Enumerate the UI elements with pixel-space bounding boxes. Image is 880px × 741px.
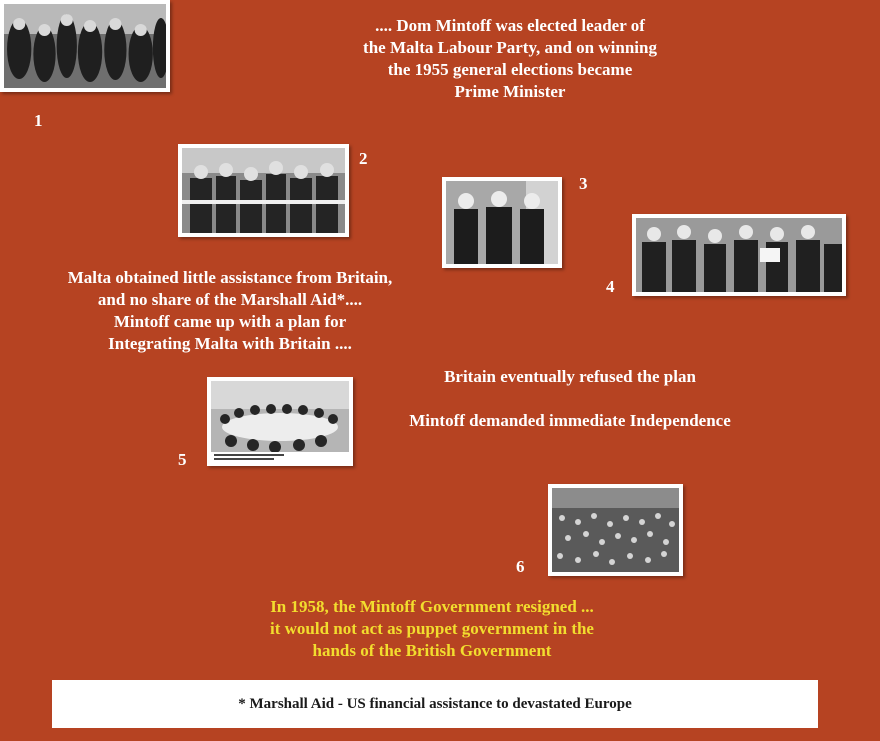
photo-1 [0,0,170,92]
photo-label-2: 2 [359,149,368,168]
mass-rally-photo [552,488,679,572]
photo-5 [207,377,353,466]
intro-text: .... Dom Mintoff was elected leader of the Malta Labour Party, and on winning the 1955 general elections became Prime Minister [363,16,657,101]
photo-label-5: 5 [178,450,187,469]
resign-text: In 1958, the Mintoff Government resigned ... it would not act as puppet government in the hands of the British Government [270,597,594,660]
men-at-railing-photo [182,148,345,233]
photo-label-3: 3 [579,174,588,193]
photo-3 [442,177,562,268]
britain-text: Malta obtained little assistance from Britain, and no share of the Marshall Aid*.... Mintoff came up with a plan for Integrating Malta with Britain .... [67,268,393,353]
photo-label-1: 1 [34,111,43,130]
conference-table-photo [211,381,349,462]
three-people-standing-photo [446,181,558,264]
photo-6 [548,484,683,576]
group-at-microphone-photo [636,218,842,292]
photo-4 [632,214,846,296]
photo-label-4: 4 [606,277,615,296]
independence-text: Mintoff demanded immediate Independence [409,411,731,430]
footnote-box: * Marshall Aid - US financial assistance to devastated Europe [52,680,818,728]
refused-text: Britain eventually refused the plan [444,367,696,386]
crowd-celebration-photo [4,4,166,88]
photo-2 [178,144,349,237]
photo-label-6: 6 [516,557,525,576]
